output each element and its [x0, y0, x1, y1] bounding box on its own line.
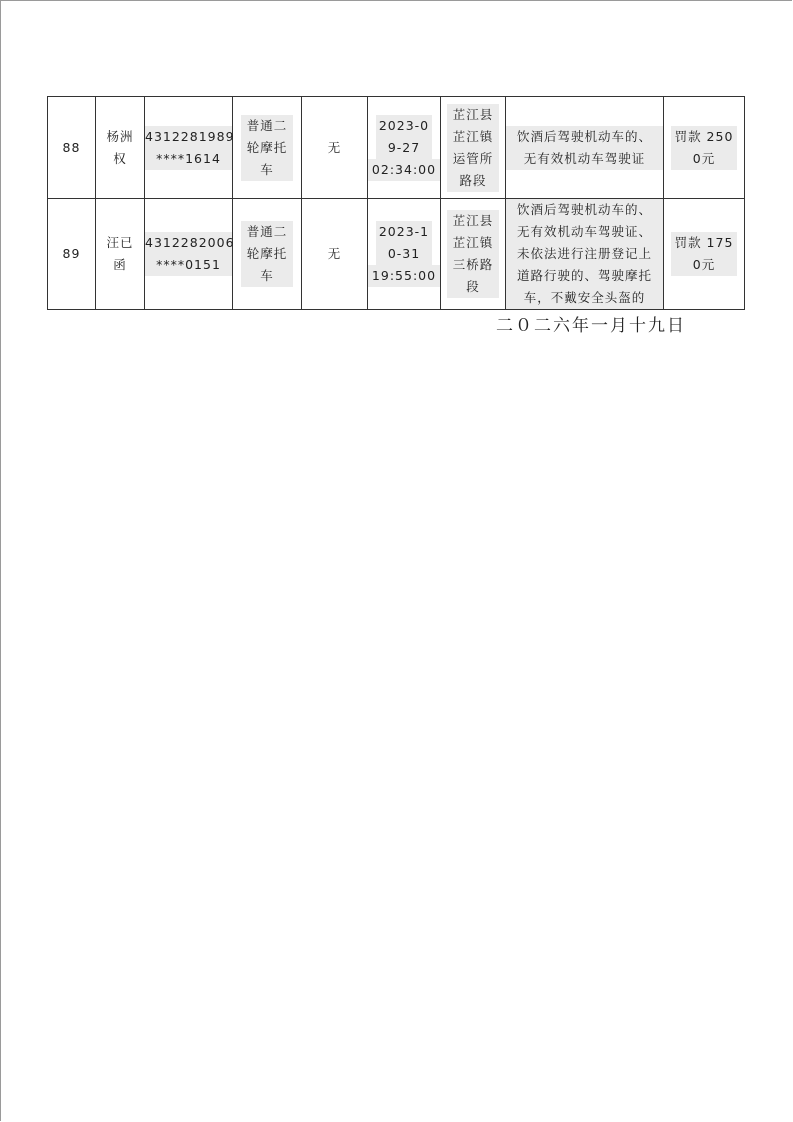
record-penalty: [664, 97, 745, 199]
violation-line: 无有效机动车驾驶证、: [506, 221, 663, 243]
record-vehicle-text: 普通二轮摩托车: [241, 115, 293, 181]
violation-line: 车，不戴安全头盔的: [506, 287, 663, 309]
record-plate: 无: [302, 97, 368, 199]
record-time: [368, 97, 441, 199]
signature-date: 二０二六年一月十九日: [496, 316, 686, 336]
record-name-text: 汪已函: [106, 235, 134, 272]
record-time: [368, 199, 441, 310]
record-number: 88: [48, 97, 96, 199]
record-plate: 无: [302, 199, 368, 310]
record-id-number: [145, 199, 233, 310]
record-penalty-text: 罚款 2500元: [671, 126, 737, 170]
record-penalty-text: 罚款 1750元: [671, 232, 737, 276]
record-vehicle-text: 普通二轮摩托车: [241, 221, 293, 287]
record-vehicle-type: [233, 97, 302, 199]
record-name: [96, 97, 145, 199]
table-row: [48, 199, 745, 310]
violation-table: [47, 96, 745, 310]
record-time-date: 2023-10-31: [376, 221, 432, 265]
table-row: [48, 97, 745, 199]
record-name-text: 杨洲权: [106, 128, 134, 166]
record-id-part2: ****1614: [145, 148, 232, 170]
record-id-number: [145, 97, 233, 199]
record-id-part1: 4312282006: [145, 232, 232, 254]
violation-line: 饮酒后驾驶机动车的、: [506, 126, 663, 148]
record-id-part2: ****0151: [145, 254, 232, 276]
record-time-clock: 19:55:00: [368, 265, 440, 287]
violation-line: 未依法进行注册登记上: [506, 243, 663, 265]
record-time-date: 2023-09-27: [376, 115, 432, 159]
record-time-clock: 02:34:00: [368, 159, 440, 181]
record-location: [441, 199, 506, 310]
record-penalty: [664, 199, 745, 310]
record-location-text: 芷江县芷江镇运管所路段: [447, 104, 499, 192]
record-location-text: 芷江县芷江镇三桥路段: [447, 210, 499, 298]
violation-line: 饮酒后驾驶机动车的、: [506, 199, 663, 221]
record-number: 89: [48, 199, 96, 310]
violation-line: 道路行驶的、驾驶摩托: [506, 265, 663, 287]
record-name: [96, 199, 145, 310]
record-violation: [506, 199, 664, 310]
record-location: [441, 97, 506, 199]
record-violation: [506, 97, 664, 199]
record-id-part1: 4312281989: [145, 126, 232, 148]
violation-line: 无有效机动车驾驶证: [506, 148, 663, 170]
record-vehicle-type: [233, 199, 302, 310]
